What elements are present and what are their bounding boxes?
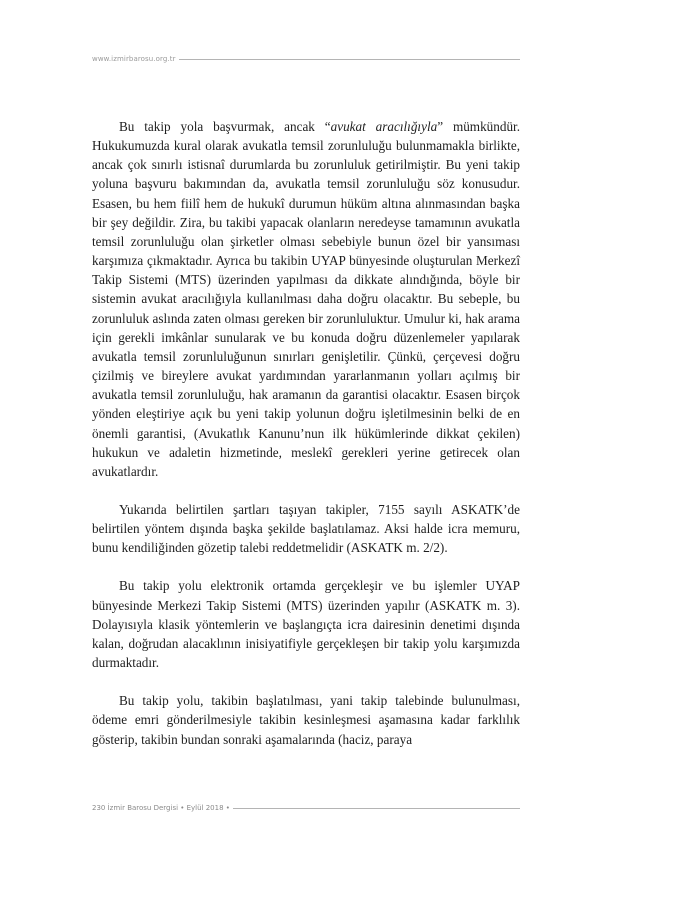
paragraph-2: Yukarıda belirtilen şartları taşıyan takipler, 7155 sayılı ASKATK’de belirtilen yöntem dışında başka şekilde başlatılamaz. Aksi halde icra memuru, bunu kendiliğinden gözetip talebi reddetmelidir (ASKATK m. 2/2). [92,501,520,556]
paragraph-3: Bu takip yolu elektronik ortamda gerçekleşir ve bu işlemler UYAP bünyesinde Merkezi Takip Sistemi (MTS) üzerinden yapılır (ASKATK m. 3). Dolayısıyla klasik yöntemlerin ve başlangıçta icra dairesinin denetimi dışında kalan, doğrudan alacaklının inisiyatifiyle gerçekleşen bir takip yolu karşımızda durmaktadır. [92,578,520,671]
paragraph-1-start: Bu takip yola başvurmak, ancak “ [119,119,331,134]
page-header [92,52,520,66]
header-rule [179,59,520,60]
paragraph-4: Bu takip yolu, takibin başlatılması, yani takip talebinde bulunulması, ödeme emri gönderilmesiyle takibin kesinleşmesi aşamasına kadar farklılık gösterip, takibin bundan sonraki aşamalarında (haciz, paraya [92,693,520,747]
paragraph-1-rest: ” mümkündür. Hukukumuzda kural olarak avukatla temsil zorunluluğu bulunmamakla birlikte, ancak çok sınırlı istisnaî durumlarda bu zorunluluk getirilmiştir. Bu yeni takip yoluna başvuru bakımından da, avukatla temsil zorunluluğu söz konusudur. Esasen, bu hem fiilî hem de hukukî durumun hüküm altına alınmasından başka bir şey değildir. Zira, bu takibi yapacak olanların neredeyse tamamının avukatla temsil zorunluluğu olan şirketler olması sebebiyle bunun özel bir yansıması karşımıza çıkmaktadır. Ayrıca bu takibin UYAP bünyesinde oluşturulan Merkezî Takip Sistemi (MTS) üzerinden yapılması da dikkate alındığında, böyle bir sistemin avukat aracılığıyla kullanılması daha doğru olacaktır. Bu sebeple, bu zorunluluk aslında zaten olması gereken bir zorunluluktur. Umulur ki, hak arama için gerekli imkânlar sunularak ve bu konuda doğru düzenlemeler yapılarak avukatla temsil zorunluluğunun sınırları genişletilir. Çünkü, çerçevesi doğru çizilmiş ve bireylere avukat yardımından yararlanmanın yolları açılmış bir avukatla temsil zorunluluğu, hak aramanın da garantisi olacaktır. Esasen birçok yönden eleştiriye açık bu yeni takip yolunun doğru işletilmesinin belki de en önemli garantisi, (Avukatlık Kanunu’nun ilk hükümlerinde dikkat çekilen) hukukun ve adaletin hizmetinde, meslekî gerekleri yerine getirecek olan avukatlardır. [92,119,520,479]
footer-rule [233,808,520,809]
page-footer [92,801,520,815]
header-url: www.izmirbarosu.org.tr [92,55,176,63]
footer-text: 230 İzmir Barosu Dergisi • Eylül 2018 • [92,804,230,812]
paragraph-1 [92,117,520,481]
paragraph-1-italic: avukat aracılığıyla [330,119,438,134]
article-body [92,117,520,749]
